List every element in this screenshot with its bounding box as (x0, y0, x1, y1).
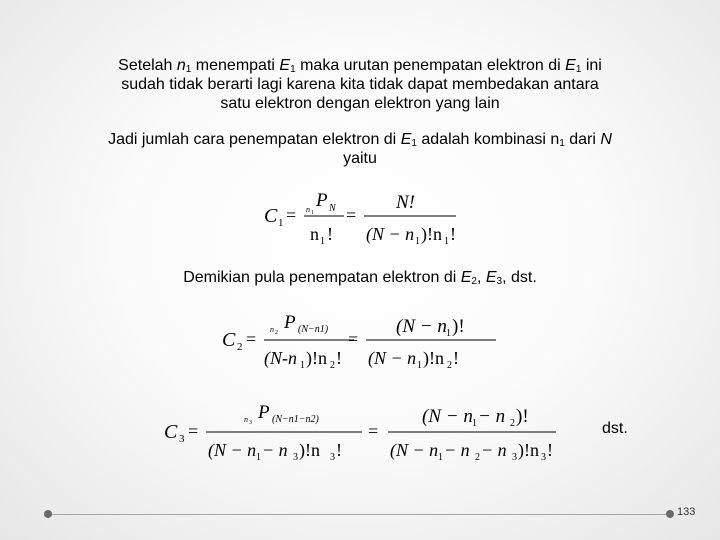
sub: 1 (290, 64, 296, 75)
eq-P: P (258, 402, 270, 423)
eq-den-2-tail: )!n (518, 440, 539, 460)
sub: 1 (185, 64, 192, 75)
eq-pre-sup-sub: 1 (311, 210, 314, 216)
equation-c3 (160, 402, 580, 464)
eq-lhs-sub: 3 (179, 433, 185, 445)
eq-num-2: (N − n (422, 406, 473, 427)
eq-num-2-sub: 1 (472, 418, 477, 429)
equation-c2 (218, 310, 508, 372)
dst-label: dst. (602, 420, 628, 437)
eq-P: P (316, 190, 328, 211)
eq-P: P (284, 312, 296, 333)
eq-den-sub2: 2 (330, 360, 335, 371)
eq-den-2-end: ! (450, 224, 456, 244)
eq-den-2-end: ! (547, 440, 553, 460)
equation-c1 (258, 186, 468, 248)
eq-den-2-sub: 1 (417, 360, 422, 371)
sub: 1 (575, 64, 582, 75)
eq-equals: = (246, 329, 257, 349)
eq-pre-sup: n (270, 325, 274, 334)
page-number: 133 (677, 506, 696, 518)
paragraph-2 (50, 130, 670, 168)
eq-P-sub: N (329, 203, 336, 214)
text: adalah kombinasi n (416, 131, 560, 148)
sub: 2 (471, 276, 477, 287)
eq-lhs-sub: 1 (278, 217, 284, 229)
eq-den-2-sub2: 2 (447, 360, 452, 371)
eq-den-2-sub: 1 (438, 452, 443, 463)
eq-P-sub: (N−n1) (298, 324, 329, 335)
eq-den-mid: − n (262, 440, 288, 460)
var-N: N (600, 131, 612, 148)
text: Demikian pula penempatan elektron di (183, 269, 461, 286)
text: ini (581, 57, 602, 74)
eq-den-2-mid2: − n (481, 440, 507, 460)
eq-num-2-mid: − n (478, 406, 506, 427)
footer-line (48, 514, 668, 515)
text: , (476, 269, 486, 286)
eq-num-2: N! (396, 192, 415, 213)
eq-equals: = (188, 421, 199, 441)
eq-lhs: C (264, 205, 278, 227)
var-e: E (460, 269, 472, 286)
sub: 1 (411, 138, 417, 149)
eq-den: (N − n (208, 440, 257, 460)
eq-den-sub: 1 (300, 360, 305, 371)
eq-den: n (310, 224, 319, 244)
eq-den-2-sub: 1 (415, 236, 420, 247)
eq-equals-2: = (346, 205, 357, 225)
eq-num-2: (N − n (396, 316, 447, 337)
eq-den-2: (N − n (368, 348, 417, 368)
paragraph-1-line-1 (60, 56, 660, 75)
eq-den-2-mid: − n (444, 440, 470, 460)
sub: 1 (559, 138, 565, 149)
paragraph-2-line-1 (50, 130, 670, 149)
var-e: E (485, 269, 497, 286)
eq-lhs: C (164, 421, 178, 443)
text: , dst. (502, 269, 537, 286)
paragraph-2-line-2: yaitu (343, 150, 377, 167)
eq-num-2-sub: 1 (446, 328, 451, 339)
sub: 3 (496, 276, 503, 287)
eq-equals-2: = (368, 421, 379, 441)
eq-den-2: (N − n (390, 440, 439, 460)
paragraph-3-line-1 (60, 268, 660, 287)
eq-lhs: C (222, 329, 236, 351)
text: dari (564, 131, 601, 148)
paragraph-1-line-3: satu elektron dengan elektron yang lain (220, 95, 500, 112)
var-e: E (400, 131, 412, 148)
eq-den-tail: )!n (306, 348, 327, 368)
text: menempati (191, 57, 280, 74)
text: Jadi jumlah cara penempatan elektron di (108, 131, 401, 148)
eq-den-bang: ! (327, 224, 333, 244)
eq-num-2-tail: )! (452, 316, 465, 337)
eq-den-sub-b: 3 (293, 452, 298, 463)
eq-pre-sup: n (244, 415, 248, 424)
eq-lhs-sub: 2 (237, 341, 243, 353)
var-n: n (176, 57, 186, 74)
eq-pre-sup-sub: 2 (275, 330, 278, 336)
eq-den-tail: )!n (299, 440, 320, 460)
var-e: E (565, 57, 576, 74)
text: Setelah (118, 57, 177, 74)
eq-den-2-tail: )!n (423, 348, 444, 368)
footer-dot-right (666, 510, 674, 518)
eq-num-2-tail: )! (516, 406, 529, 427)
eq-P-sub: (N−n1−n2) (272, 414, 319, 425)
text: maka urutan penempatan elektron di (295, 57, 566, 74)
eq-den-2-end: ! (453, 348, 459, 368)
eq-den-2-sub-c: 3 (512, 452, 517, 463)
eq-den-2-sub-b: 2 (475, 452, 480, 463)
paragraph-1-line-2: sudah tidak berarti lagi karena kita tidak dapat membedakan antara (121, 76, 599, 93)
var-e: E (279, 57, 291, 74)
eq-pre-sup: n (306, 205, 310, 214)
eq-den: (N-n (264, 348, 297, 368)
eq-equals: = (286, 205, 297, 225)
eq-equals-2: = (348, 329, 359, 349)
eq-den-2-sub2: 1 (444, 236, 449, 247)
eq-den-sub2: 3 (330, 452, 335, 463)
paragraph-3 (60, 268, 660, 287)
eq-num-2-sub-b: 2 (510, 418, 515, 429)
eq-den-sub: 1 (256, 452, 261, 463)
eq-den-sub: 1 (320, 236, 325, 247)
eq-den-end: ! (336, 348, 342, 368)
eq-pre-sup-sub: 3 (249, 420, 252, 426)
footer-dot-left (44, 510, 52, 518)
eq-den-2-sub2: 3 (541, 452, 546, 463)
eq-den-end: ! (336, 440, 342, 460)
eq-den-2-tail: )!n (421, 224, 442, 244)
paragraph-1 (60, 56, 660, 113)
eq-den-2: (N − n (366, 224, 415, 244)
